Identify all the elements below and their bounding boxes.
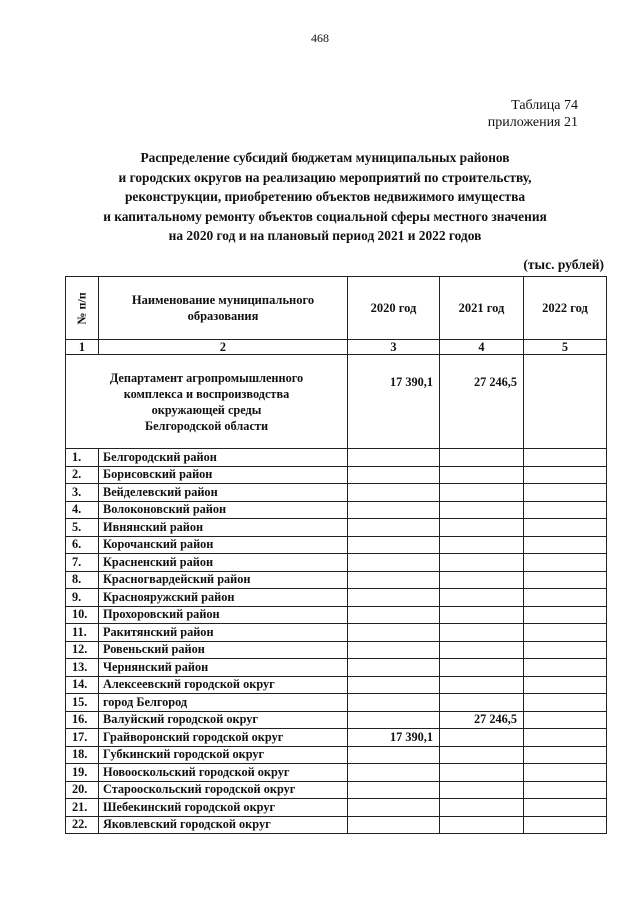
table-row bbox=[66, 799, 607, 817]
header-2020: 2020 год bbox=[348, 277, 440, 340]
table-row bbox=[66, 589, 607, 607]
row-2021-value bbox=[440, 449, 524, 467]
row-name: Алексеевский городской округ bbox=[99, 676, 348, 694]
row-2020-value bbox=[348, 589, 440, 607]
row-2020-value bbox=[348, 799, 440, 817]
table-row bbox=[66, 484, 607, 502]
row-2021-value bbox=[440, 571, 524, 589]
row-index: 5. bbox=[66, 519, 99, 537]
row-name: Волоконовский район bbox=[99, 501, 348, 519]
row-2022-value bbox=[524, 554, 607, 572]
row-2021-value bbox=[440, 536, 524, 554]
row-index: 21. bbox=[66, 799, 99, 817]
row-name: Белгородский район bbox=[99, 449, 348, 467]
column-number: 4 bbox=[440, 340, 524, 355]
row-name: Краснояружский район bbox=[99, 589, 348, 607]
row-2022-value bbox=[524, 816, 607, 834]
row-name: Губкинский городской округ bbox=[99, 746, 348, 764]
row-index: 16. bbox=[66, 711, 99, 729]
row-name: город Белгород bbox=[99, 694, 348, 712]
header-num bbox=[66, 277, 99, 340]
department-name-line: окружающей среды bbox=[151, 402, 262, 417]
row-2021-value bbox=[440, 484, 524, 502]
row-2022-value bbox=[524, 519, 607, 537]
row-2020-value bbox=[348, 606, 440, 624]
table-row bbox=[66, 746, 607, 764]
row-name: Красненский район bbox=[99, 554, 348, 572]
row-2020-value bbox=[348, 781, 440, 799]
table-row bbox=[66, 606, 607, 624]
table-row bbox=[66, 554, 607, 572]
row-index: 2. bbox=[66, 466, 99, 484]
title-line: Распределение субсидий бюджетам муниципальных районов bbox=[140, 150, 510, 165]
column-number: 2 bbox=[99, 340, 348, 355]
table-header-row bbox=[66, 277, 607, 340]
row-2022-value bbox=[524, 449, 607, 467]
row-2022-value bbox=[524, 624, 607, 642]
row-2022-value bbox=[524, 659, 607, 677]
row-2022-value bbox=[524, 694, 607, 712]
row-2021-value bbox=[440, 641, 524, 659]
table-row bbox=[66, 536, 607, 554]
row-index: 19. bbox=[66, 764, 99, 782]
row-index: 11. bbox=[66, 624, 99, 642]
row-2020-value bbox=[348, 764, 440, 782]
department-2022-value bbox=[524, 355, 607, 449]
table-row bbox=[66, 501, 607, 519]
row-2021-value bbox=[440, 746, 524, 764]
row-index: 18. bbox=[66, 746, 99, 764]
row-name: Валуйский городской округ bbox=[99, 711, 348, 729]
column-number: 1 bbox=[66, 340, 99, 355]
row-name: Старооскольский городской округ bbox=[99, 781, 348, 799]
row-2021-value bbox=[440, 501, 524, 519]
row-index: 13. bbox=[66, 659, 99, 677]
row-2022-value bbox=[524, 606, 607, 624]
row-2022-value bbox=[524, 799, 607, 817]
row-2021-value bbox=[440, 606, 524, 624]
row-2021-value bbox=[440, 466, 524, 484]
row-2020-value bbox=[348, 501, 440, 519]
header-2022: 2022 год bbox=[524, 277, 607, 340]
column-number: 5 bbox=[524, 340, 607, 355]
row-2021-value bbox=[440, 781, 524, 799]
row-2022-value bbox=[524, 781, 607, 799]
table-row bbox=[66, 676, 607, 694]
row-index: 3. bbox=[66, 484, 99, 502]
row-2022-value bbox=[524, 711, 607, 729]
table-row bbox=[66, 694, 607, 712]
row-2020-value bbox=[348, 466, 440, 484]
row-name: Ракитянский район bbox=[99, 624, 348, 642]
row-index: 4. bbox=[66, 501, 99, 519]
row-2022-value bbox=[524, 589, 607, 607]
title-line: на 2020 год и на плановый период 2021 и 2022 годов bbox=[168, 228, 482, 243]
row-2020-value bbox=[348, 571, 440, 589]
row-2021-value bbox=[440, 676, 524, 694]
row-2021-value bbox=[440, 659, 524, 677]
row-name: Ровеньский район bbox=[99, 641, 348, 659]
subsidy-table bbox=[65, 276, 607, 834]
row-index: 9. bbox=[66, 589, 99, 607]
row-2021-value: 27 246,5 bbox=[440, 711, 524, 729]
document-title bbox=[60, 148, 590, 246]
row-2020-value bbox=[348, 449, 440, 467]
row-2022-value bbox=[524, 746, 607, 764]
row-2022-value bbox=[524, 501, 607, 519]
row-2020-value bbox=[348, 746, 440, 764]
table-row bbox=[66, 449, 607, 467]
department-name-line: комплекса и воспроизводства bbox=[123, 386, 290, 401]
row-2020-value bbox=[348, 641, 440, 659]
department-2021-value: 27 246,5 bbox=[440, 355, 524, 449]
row-index: 10. bbox=[66, 606, 99, 624]
row-2021-value bbox=[440, 624, 524, 642]
column-number: 3 bbox=[348, 340, 440, 355]
table-ref-line-2: приложения 21 bbox=[487, 115, 578, 130]
row-2020-value bbox=[348, 816, 440, 834]
table-row bbox=[66, 711, 607, 729]
table-row bbox=[66, 466, 607, 484]
row-2020-value bbox=[348, 624, 440, 642]
table-ref-line-1: Таблица 74 bbox=[511, 98, 578, 113]
row-2020-value bbox=[348, 484, 440, 502]
row-index: 22. bbox=[66, 816, 99, 834]
row-2022-value bbox=[524, 571, 607, 589]
row-2022-value bbox=[524, 484, 607, 502]
row-name: Вейделевский район bbox=[99, 484, 348, 502]
row-name: Борисовский район bbox=[99, 466, 348, 484]
table-row bbox=[66, 624, 607, 642]
row-2021-value bbox=[440, 519, 524, 537]
row-name: Шебекинский городской округ bbox=[99, 799, 348, 817]
title-line: и капитальному ремонту объектов социальной сферы местного значения bbox=[103, 208, 547, 224]
table-row bbox=[66, 641, 607, 659]
row-index: 6. bbox=[66, 536, 99, 554]
row-2022-value bbox=[524, 536, 607, 554]
row-name: Прохоровский район bbox=[99, 606, 348, 624]
row-name: Чернянский район bbox=[99, 659, 348, 677]
page-number: 468 bbox=[311, 31, 329, 45]
row-2020-value bbox=[348, 519, 440, 537]
header-2021: 2021 год bbox=[440, 277, 524, 340]
row-2022-value bbox=[524, 466, 607, 484]
row-name: Корочанский район bbox=[99, 536, 348, 554]
row-name: Новооскольский городской округ bbox=[99, 764, 348, 782]
department-name-line: Департамент агропромышленного bbox=[109, 370, 304, 385]
row-2021-value bbox=[440, 589, 524, 607]
row-index: 17. bbox=[66, 729, 99, 747]
table-row bbox=[66, 781, 607, 799]
row-index: 8. bbox=[66, 571, 99, 589]
table-row bbox=[66, 659, 607, 677]
row-2020-value bbox=[348, 676, 440, 694]
row-index: 20. bbox=[66, 781, 99, 799]
row-2022-value bbox=[524, 729, 607, 747]
row-2021-value bbox=[440, 729, 524, 747]
row-2020-value bbox=[348, 694, 440, 712]
row-2021-value bbox=[440, 764, 524, 782]
row-index: 7. bbox=[66, 554, 99, 572]
row-name: Ивнянский район bbox=[99, 519, 348, 537]
row-index: 1. bbox=[66, 449, 99, 467]
units-label: (тыс. рублей) bbox=[523, 257, 604, 272]
department-name-line: Белгородской области bbox=[144, 418, 269, 433]
header-num-label: № п/п bbox=[74, 291, 89, 325]
row-name: Яковлевский городской округ bbox=[99, 816, 348, 834]
row-2020-value bbox=[348, 659, 440, 677]
row-2021-value bbox=[440, 554, 524, 572]
table-reference bbox=[488, 97, 578, 131]
department-name bbox=[66, 355, 348, 449]
table-row bbox=[66, 764, 607, 782]
department-row bbox=[66, 355, 607, 449]
header-name: Наименование муниципального образования bbox=[99, 277, 348, 340]
row-2020-value bbox=[348, 536, 440, 554]
row-name: Красногвардейский район bbox=[99, 571, 348, 589]
row-2021-value bbox=[440, 799, 524, 817]
row-index: 14. bbox=[66, 676, 99, 694]
row-2022-value bbox=[524, 641, 607, 659]
table-row bbox=[66, 816, 607, 834]
row-name: Грайворонский городской округ bbox=[99, 729, 348, 747]
row-2021-value bbox=[440, 816, 524, 834]
table-row bbox=[66, 571, 607, 589]
column-numbers-row bbox=[66, 340, 607, 355]
row-2020-value bbox=[348, 711, 440, 729]
title-line: реконструкции, приобретению объектов недвижимого имущества bbox=[124, 189, 526, 204]
title-line: и городских округов на реализацию мероприятий по строительству, bbox=[118, 169, 532, 185]
row-2020-value bbox=[348, 554, 440, 572]
row-index: 15. bbox=[66, 694, 99, 712]
table-row bbox=[66, 729, 607, 747]
row-2021-value bbox=[440, 694, 524, 712]
row-2020-value: 17 390,1 bbox=[348, 729, 440, 747]
row-2022-value bbox=[524, 764, 607, 782]
table-row bbox=[66, 519, 607, 537]
row-index: 12. bbox=[66, 641, 99, 659]
department-2020-value: 17 390,1 bbox=[348, 355, 440, 449]
row-2022-value bbox=[524, 676, 607, 694]
